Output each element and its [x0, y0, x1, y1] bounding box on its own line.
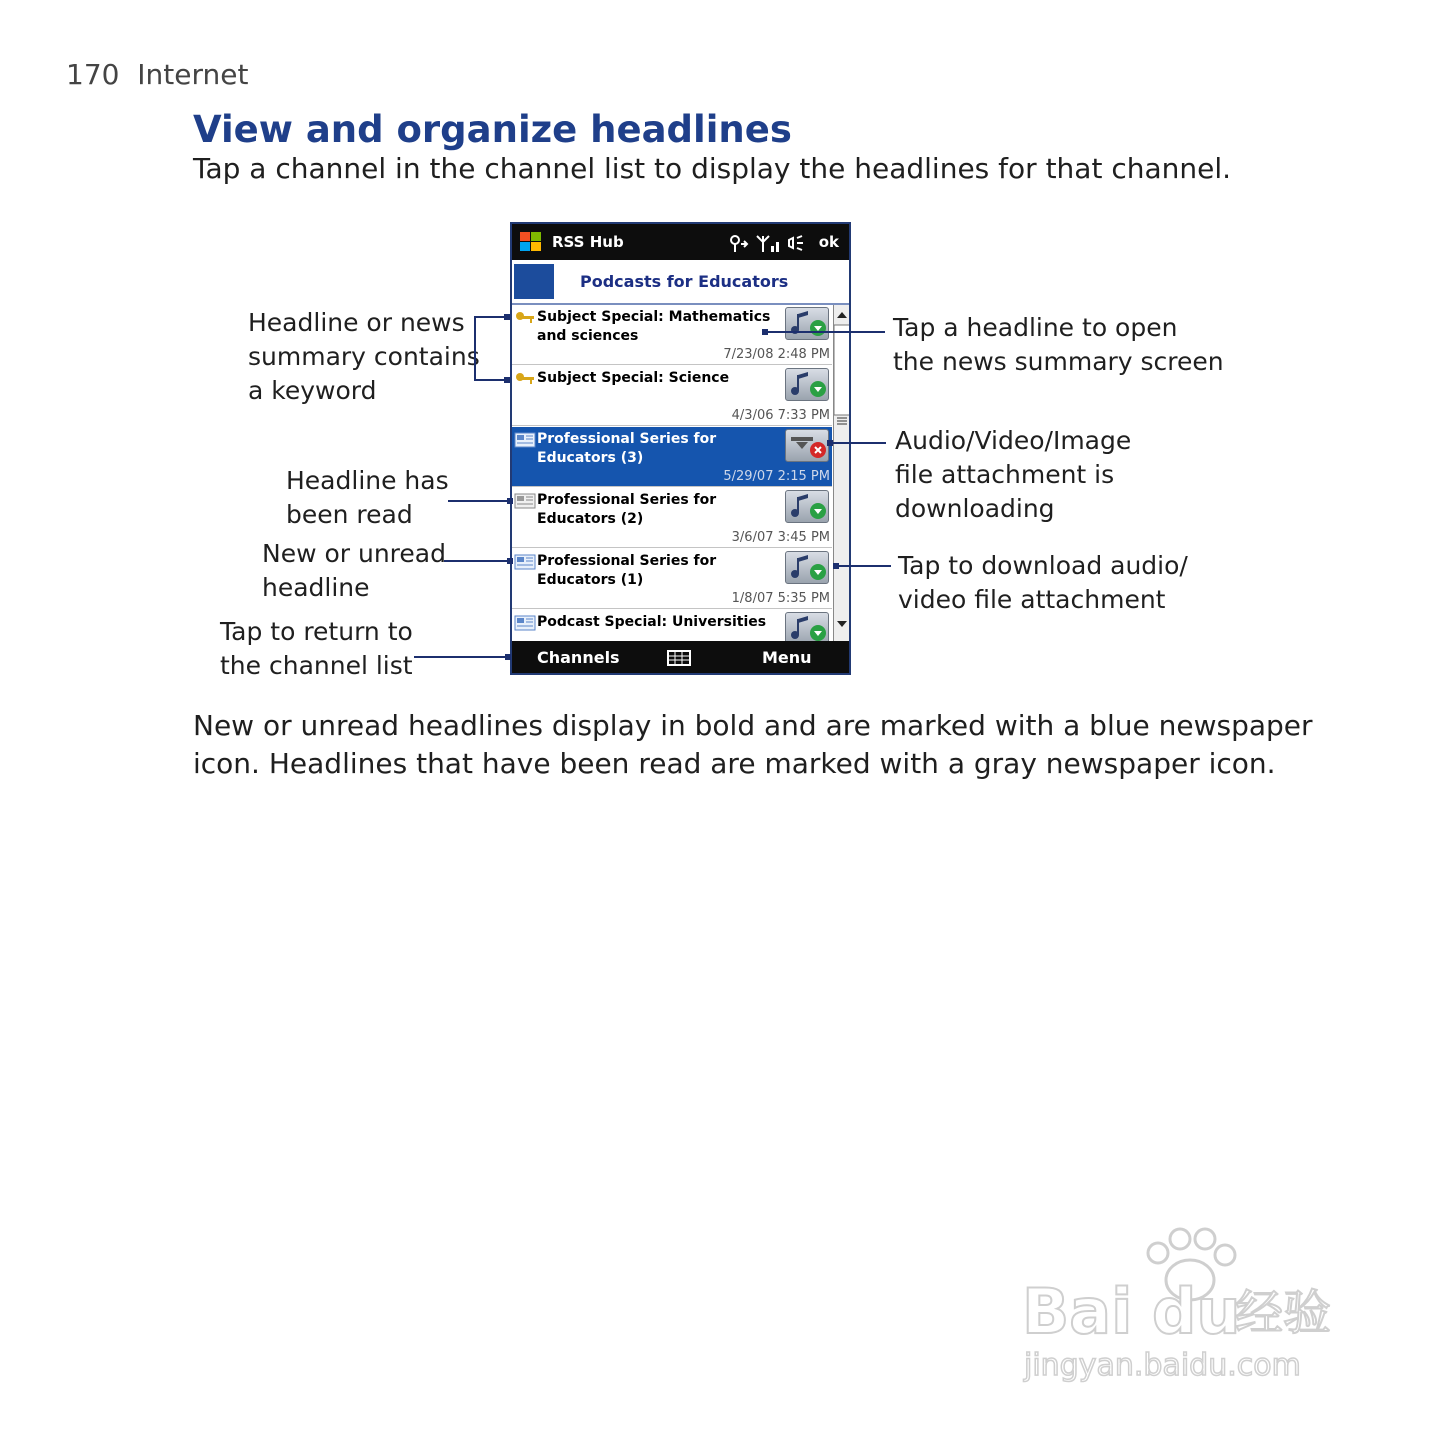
- callout-open: Tap a headline to open the news summary screen: [893, 313, 1224, 376]
- channel-name: Podcasts for Educators: [580, 272, 789, 291]
- headline-date: 7/23/08 2:48 PM: [723, 347, 830, 362]
- svg-text:经验: 经验: [1235, 1285, 1332, 1341]
- headline-title: Podcast Special: Universities: [537, 614, 767, 630]
- callout-downloading: Audio/Video/Image file attachment is downloading: [895, 426, 1132, 523]
- app-title: RSS Hub: [552, 233, 624, 251]
- ok-button[interactable]: ok: [818, 233, 839, 251]
- callout-return: Tap to return to the channel list: [220, 617, 413, 680]
- headline-date: 5/29/07 2:15 PM: [723, 469, 830, 484]
- callout-keyword: Headline or news summary contains a keyword: [248, 308, 480, 405]
- menu-softkey[interactable]: Menu: [762, 648, 812, 667]
- channels-softkey[interactable]: Channels: [537, 648, 620, 667]
- section-name: Internet: [137, 58, 249, 91]
- svg-text:du: du: [1152, 1275, 1241, 1348]
- footer-paragraph: New or unread headlines display in bold and are marked with a blue newspaper icon. Headlines that have been read are marked with a gray newspaper icon.: [193, 709, 1313, 780]
- svg-text:jingyan.baidu.com: jingyan.baidu.com: [1024, 1348, 1301, 1383]
- headline-date: 1/8/07 5:35 PM: [731, 591, 830, 606]
- baidu-watermark-logo: [1020, 1225, 1360, 1395]
- headline-title: Subject Special: Mathematics and sciences: [537, 309, 771, 344]
- svg-text:Bai: Bai: [1022, 1275, 1133, 1348]
- callout-unread: New or unread headline: [262, 539, 446, 602]
- callout-read: Headline has been read: [286, 466, 449, 529]
- headline-title: Professional Series for Educators (3): [537, 431, 717, 466]
- headline-title: Professional Series for Educators (1): [537, 553, 717, 588]
- headline-title: Subject Special: Science: [537, 370, 730, 386]
- headline-date: 4/3/06 7:33 PM: [731, 408, 830, 423]
- callout-download: Tap to download audio/ video file attachment: [898, 551, 1188, 614]
- headline-title: Professional Series for Educators (2): [537, 492, 717, 527]
- headline-date: 3/6/07 3:45 PM: [731, 530, 830, 545]
- page-number: 170: [66, 58, 120, 91]
- intro-text: Tap a channel in the channel list to display the headlines for that channel.: [193, 152, 1232, 185]
- page-title: View and organize headlines: [193, 108, 792, 151]
